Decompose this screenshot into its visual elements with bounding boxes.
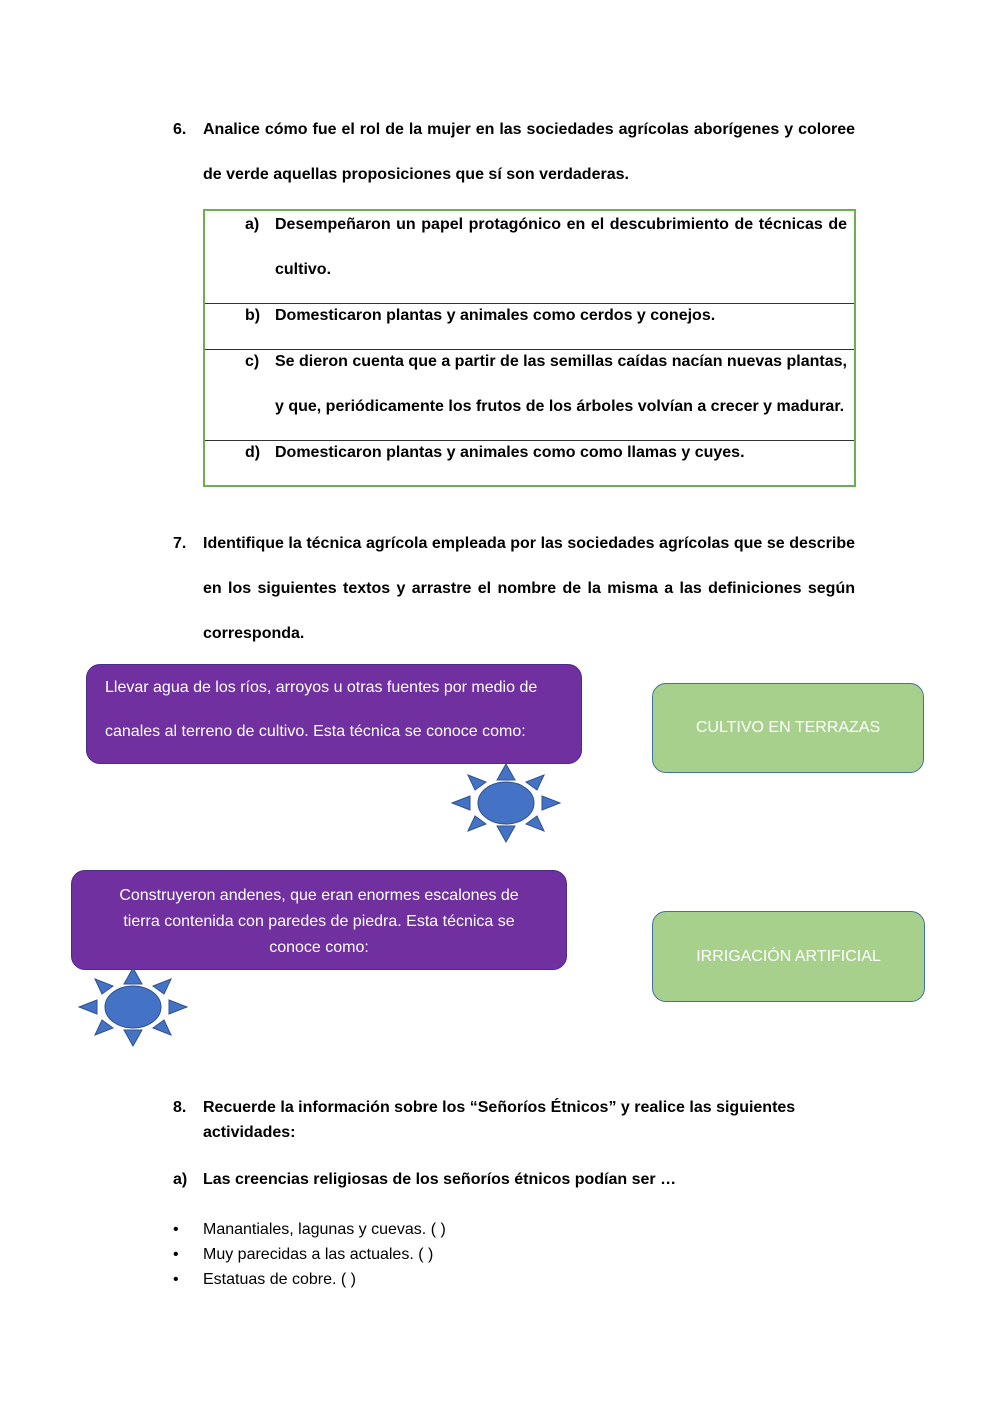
bullet-icon: • — [173, 1221, 179, 1238]
option-d[interactable] — [205, 441, 854, 485]
q6-prompt-line2: de verde aquellas proposiciones que sí son verdaderas. — [203, 166, 629, 183]
list-item-text: Manantiales, lagunas y cuevas. ( ) — [203, 1221, 446, 1238]
q7-prompt-line1: Identifique la técnica agrícola empleada por las sociedades agrícolas que se describe — [203, 535, 855, 552]
option-letter: a) — [245, 216, 260, 233]
definition-box-1[interactable] — [86, 664, 582, 764]
option-text-line1: Desempeñaron un papel protagónico en el descubrimiento de técnicas de — [275, 216, 847, 233]
answer-irrigacion-artificial[interactable]: IRRIGACIÓN ARTIFICIAL — [652, 911, 925, 1002]
option-letter: d) — [245, 444, 261, 461]
sun-icon — [451, 763, 561, 843]
q8-number: 8. — [173, 1099, 187, 1116]
q8-sub-question: Las creencias religiosas de los señoríos étnicos podían ser … — [203, 1171, 677, 1188]
q8-prompt-line2: actividades: — [203, 1124, 296, 1141]
sun-icon — [78, 967, 188, 1047]
q6-options-table — [203, 209, 856, 487]
option-text-line1: Domesticaron plantas y animales como cerdos y conejos. — [275, 307, 716, 324]
q8-prompt-line1: Recuerde la información sobre los “Señoríos Étnicos” y realice las siguientes — [203, 1099, 796, 1116]
definition-1-line2: canales al terreno de cultivo. Esta técnica se conoce como: — [105, 723, 526, 740]
option-b[interactable] — [205, 304, 854, 350]
option-text-line1: Domesticaron plantas y animales como como llamas y cuyes. — [275, 444, 745, 461]
list-item-text: Muy parecidas a las actuales. ( ) — [203, 1246, 434, 1263]
bullet-icon: • — [173, 1271, 179, 1288]
definition-box-2[interactable] — [71, 870, 567, 970]
option-text-line1: Se dieron cuenta que a partir de las semillas caídas nacían nuevas plantas, — [275, 353, 847, 370]
option-letter: b) — [245, 307, 261, 324]
bullet-icon: • — [173, 1246, 179, 1263]
q6-number: 6. — [173, 121, 187, 138]
definition-2-text: Construyeron andenes, que eran enormes escalones de tierra contenida con paredes de piedra. Esta técnica se conoce como: — [119, 887, 519, 956]
option-c[interactable] — [205, 350, 854, 441]
option-text-line2: y que, periódicamente los frutos de los árboles volvían a crecer y madurar. — [275, 398, 845, 415]
answer-cultivo-en-terrazas[interactable]: CULTIVO EN TERRAZAS — [652, 683, 924, 773]
option-a[interactable] — [205, 211, 854, 304]
q7-prompt-line2: en los siguientes textos y arrastre el nombre de la misma a las definiciones según — [203, 580, 855, 597]
q8-sub-letter: a) — [173, 1171, 188, 1188]
q6-prompt-line1: Analice cómo fue el rol de la mujer en las sociedades agrícolas aborígenes y coloree — [203, 121, 855, 138]
list-item-text: Estatuas de cobre. ( ) — [203, 1271, 356, 1288]
option-text-line2: cultivo. — [275, 261, 332, 278]
q7-prompt-line3: corresponda. — [203, 625, 305, 642]
option-letter: c) — [245, 353, 260, 370]
q7-number: 7. — [173, 535, 187, 552]
definition-1-line1: Llevar agua de los ríos, arroyos u otras fuentes por medio de — [105, 679, 538, 696]
